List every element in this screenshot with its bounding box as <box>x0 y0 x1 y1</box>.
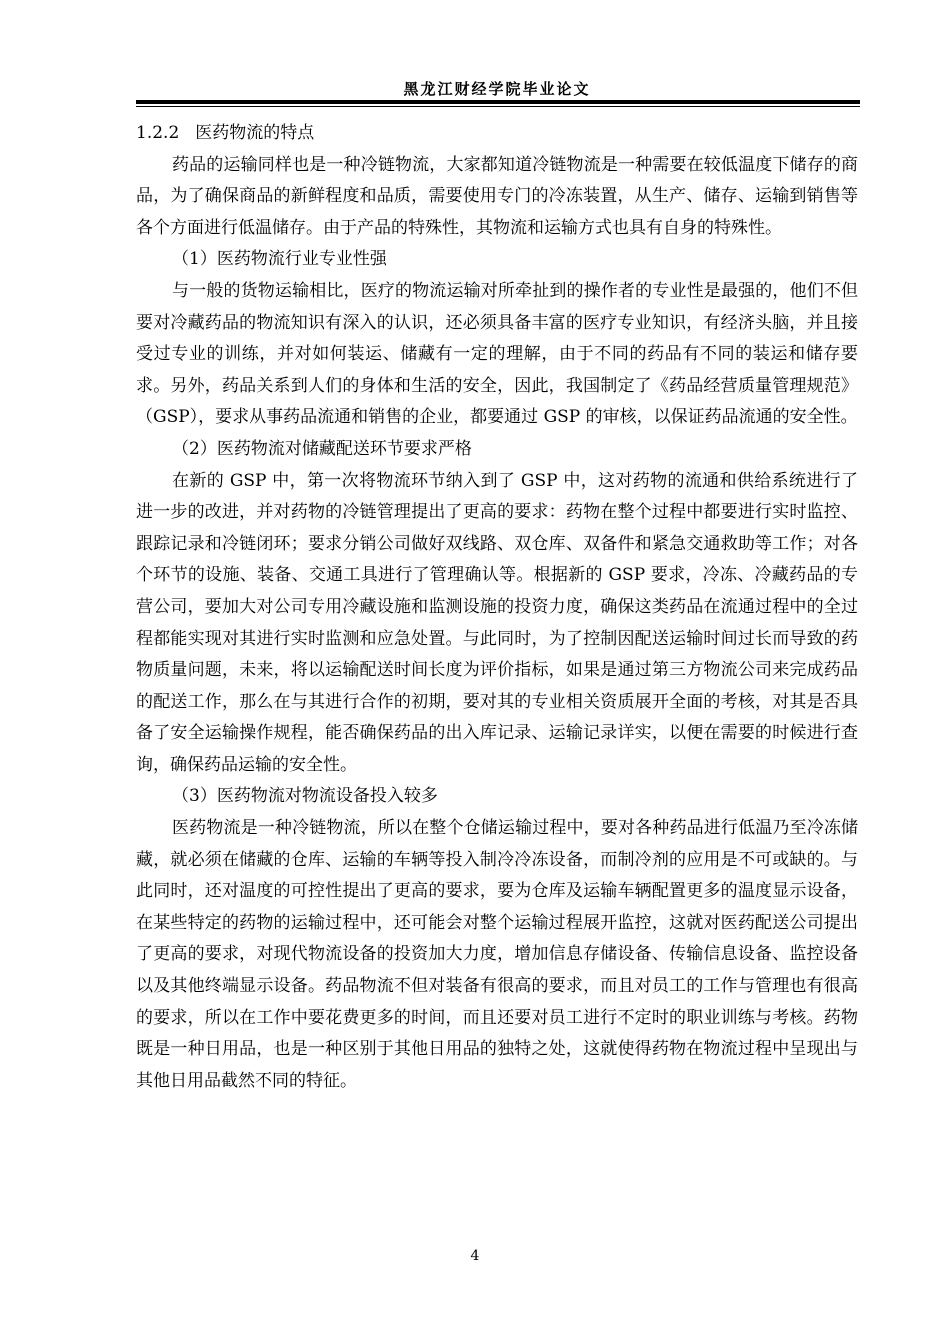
paragraph-equipment: 医药物流是一种冷链物流，所以在整个仓储运输过程中，要对各种药品进行低温乃至冷冻储藏，就必须在储藏的仓库、运输的车辆等投入制冷冷冻设备，而制冷剂的应用是不可或缺的。与此同时，还对温度的可控性提出了更高的要求，要为仓库及运输车辆配置更多的温度显示设备，在某些特定的药物的运输过程中，还可能会对整个运输过程展开监控，这就对医药配送公司提出了更高的要求，对现代物流设备的投资加大力度，增加信息存储设备、传输信息设备、监控设备以及其他终端显示设备。药品物流不但对装备有很高的要求，而且对员工的工作与管理也有很高的要求，所以在工作中要花费更多的时间，而且还要对员工进行不定时的职业训练与考核。药物既是一种日用品，也是一种区别于其他日用品的独特之处，这就使得药物在物流过程中呈现出与其他日用品截然不同的特征。 <box>136 818 858 1091</box>
subheading-1: （1）医药物流行业专业性强 <box>172 249 387 270</box>
section-title: 医药物流的特点 <box>195 123 315 143</box>
paragraph-intro: 药品的运输同样也是一种冷链物流，大家都知道冷链物流是一种需要在较低温度下储存的商品，为了确保商品的新鲜程度和品质，需要使用专门的冷冻装置，从生产、储存、运输到销售等各个方面进行低温储存。由于产品的特殊性，其物流和运输方式也具有自身的特殊性。 <box>136 154 858 238</box>
header-rule-thin <box>136 106 860 107</box>
subheading-2: （2）医药物流对储藏配送环节要求严格 <box>172 438 472 459</box>
subheading-3: （3）医药物流对物流设备投入较多 <box>172 786 438 807</box>
page-number: 4 <box>470 1248 480 1264</box>
header-rule-thick <box>136 100 860 104</box>
section-heading <box>136 118 858 150</box>
paragraph-storage-distribution: 在新的 GSP 中，第一次将物流环节纳入到了 GSP 中，这对药物的流通和供给系统进行了进一步的改进，并对药物的冷链管理提出了更高的要求：药物在整个过程中都要进行实时监控、跟踪记录和冷链闭环；要求分销公司做好双线路、双仓库、双备件和紧急交通救助等工作；对各个环节的设施、装备、交通工具进行了管理确认等。根据新的 GSP 要求，冷冻、冷藏药品的专营公司，要加大对公司专用冷藏设施和监测设施的投资力度，确保这类药品在流通过程中的全过程都能实现对其进行实时监测和应急处置。与此同时，为了控制因配送运输时间过长而导致的药物质量问题，未来，将以运输配送时间长度为评价指标，如果是通过第三方物流公司来完成药品的配送工作，那么在与其进行合作的初期，要对其的专业相关资质展开全面的考核，对其是否具备了安全运输操作规程，能否确保药品的出入库记录、运输记录详实，以便在需要的时候进行查询，确保药品运输的安全性。 <box>136 470 858 775</box>
paragraph-professionalism: 与一般的货物运输相比，医疗的物流运输对所牵扯到的操作者的专业性是最强的，他们不但要对冷藏药品的物流知识有深入的认识，还必须具备丰富的医疗专业知识，有经济头脑，并且接受过专业的训练，并对如何装运、储藏有一定的理解，由于不同的药品有不同的装运和储存要求。另外，药品关系到人们的身体和生活的安全，因此，我国制定了《药品经营质量管理规范》（GSP），要求从事药品流通和销售的企业，都要通过 GSP 的审核，以保证药品流通的安全性。 <box>136 280 858 428</box>
page-header: 黑龙江财经学院毕业论文 <box>403 80 591 98</box>
document-body <box>136 118 858 1097</box>
section-number: 1.2.2 <box>136 123 180 143</box>
